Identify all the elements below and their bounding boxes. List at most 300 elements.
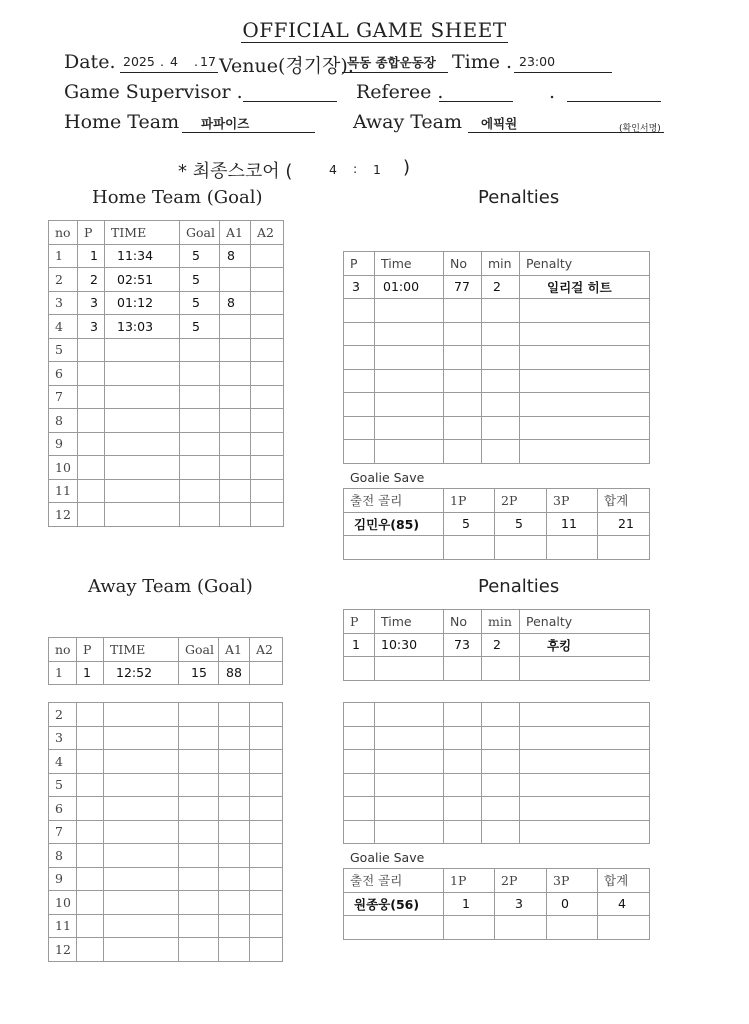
cell-a2[interactable] xyxy=(250,891,283,915)
cell-a1[interactable] xyxy=(219,703,250,727)
cell-penalty[interactable] xyxy=(520,773,650,797)
referee-dot: . xyxy=(549,81,556,103)
cell-a2[interactable] xyxy=(251,268,284,292)
venue-label: Venue(경기장). xyxy=(219,55,354,77)
cell-penalty[interactable] xyxy=(520,393,650,417)
final-score-home[interactable]: 4 xyxy=(329,162,337,177)
col-1p: 1P xyxy=(444,869,495,893)
cell-no[interactable] xyxy=(444,393,482,417)
final-score-label: * 최종스코어 ( xyxy=(178,161,293,182)
cell-penalty[interactable] xyxy=(520,726,650,750)
cell-a2[interactable] xyxy=(250,938,283,962)
away-goalie-header-row xyxy=(344,869,650,893)
cell-time[interactable]: 02:51 xyxy=(105,268,180,292)
cell-a1[interactable] xyxy=(220,432,251,456)
cell-goal[interactable] xyxy=(180,409,220,433)
cell-time[interactable] xyxy=(105,385,180,409)
cell-a1[interactable] xyxy=(220,409,251,433)
cell-goal[interactable] xyxy=(179,844,219,868)
supervisor-field[interactable] xyxy=(243,101,337,102)
cell-period[interactable] xyxy=(77,797,104,821)
cell-time[interactable] xyxy=(375,820,444,844)
cell-period[interactable] xyxy=(344,322,375,346)
cell-no: 10 xyxy=(49,891,77,915)
home-goal-row xyxy=(49,244,284,268)
cell-a1[interactable] xyxy=(220,362,251,386)
cell-period[interactable] xyxy=(344,797,375,821)
cell-no[interactable] xyxy=(444,346,482,370)
cell-period[interactable] xyxy=(77,867,104,891)
cell-time[interactable] xyxy=(104,891,179,915)
cell-time[interactable] xyxy=(104,703,179,727)
cell-penalty[interactable] xyxy=(520,703,650,727)
away-goal-row xyxy=(49,773,283,797)
cell-a2[interactable] xyxy=(250,914,283,938)
away-penalty-first-table xyxy=(343,609,650,681)
cell-period[interactable] xyxy=(78,362,105,386)
cell-min[interactable] xyxy=(482,346,520,370)
cell-min[interactable] xyxy=(482,393,520,417)
cell-2p[interactable] xyxy=(495,536,547,560)
cell-min[interactable] xyxy=(482,322,520,346)
venue-value[interactable]: 목동 종합운동장 xyxy=(347,55,436,70)
cell-period[interactable]: 3 xyxy=(344,275,375,299)
cell-goal[interactable] xyxy=(180,362,220,386)
cell-period[interactable] xyxy=(344,416,375,440)
cell-period[interactable]: 3 xyxy=(78,315,105,339)
col-1p: 1P xyxy=(444,489,495,513)
cell-a1[interactable] xyxy=(219,867,250,891)
home-goal-title: Home Team (Goal) xyxy=(92,187,263,208)
cell-time[interactable]: 13:03 xyxy=(105,315,180,339)
cell-time[interactable] xyxy=(375,750,444,774)
cell-period[interactable] xyxy=(344,773,375,797)
cell-no[interactable] xyxy=(444,773,482,797)
cell-a1[interactable] xyxy=(219,726,250,750)
away-penalty-row xyxy=(344,703,650,727)
cell-period[interactable] xyxy=(78,456,105,480)
final-score-close: ) xyxy=(403,157,411,178)
cell-time[interactable]: 11:34 xyxy=(105,244,180,268)
cell-time[interactable] xyxy=(375,393,444,417)
cell-min[interactable] xyxy=(482,820,520,844)
cell-period[interactable] xyxy=(344,726,375,750)
cell-a1[interactable] xyxy=(220,385,251,409)
cell-time[interactable] xyxy=(375,346,444,370)
cell-3p[interactable] xyxy=(547,916,598,940)
cell-goalie[interactable] xyxy=(344,536,444,560)
cell-period[interactable] xyxy=(77,914,104,938)
cell-goalie[interactable] xyxy=(344,916,444,940)
date-month[interactable]: 4 xyxy=(170,54,178,69)
date-underline xyxy=(120,72,218,73)
cell-a2[interactable] xyxy=(250,703,283,727)
cell-no[interactable]: 73 xyxy=(444,633,482,657)
cell-time[interactable] xyxy=(105,503,180,527)
cell-period[interactable]: 2 xyxy=(78,268,105,292)
cell-period[interactable] xyxy=(77,891,104,915)
cell-no: 9 xyxy=(49,867,77,891)
cell-a2[interactable] xyxy=(250,797,283,821)
cell-no: 5 xyxy=(49,338,78,362)
cell-a1[interactable] xyxy=(220,456,251,480)
home-goal-row xyxy=(49,315,284,339)
cell-penalty[interactable] xyxy=(520,322,650,346)
cell-goal[interactable] xyxy=(180,432,220,456)
cell-period[interactable] xyxy=(344,657,375,681)
cell-a2[interactable] xyxy=(250,726,283,750)
cell-time[interactable] xyxy=(104,938,179,962)
cell-time[interactable] xyxy=(375,416,444,440)
cell-goal[interactable] xyxy=(179,773,219,797)
cell-a2[interactable] xyxy=(251,338,284,362)
cell-a2[interactable] xyxy=(250,844,283,868)
cell-time[interactable] xyxy=(104,844,179,868)
col-time: Time xyxy=(375,252,444,276)
cell-time[interactable] xyxy=(105,479,180,503)
home-goal-row xyxy=(49,338,284,362)
cell-time[interactable] xyxy=(375,726,444,750)
cell-period[interactable] xyxy=(78,385,105,409)
cell-1p[interactable] xyxy=(444,536,495,560)
cell-min[interactable] xyxy=(482,703,520,727)
cell-no[interactable] xyxy=(444,416,482,440)
cell-period[interactable] xyxy=(344,346,375,370)
cell-goal[interactable] xyxy=(179,938,219,962)
cell-a1[interactable] xyxy=(220,479,251,503)
cell-time[interactable] xyxy=(105,362,180,386)
cell-period[interactable]: 1 xyxy=(344,633,375,657)
away-penalty-row xyxy=(344,726,650,750)
cell-min[interactable] xyxy=(482,299,520,323)
cell-goal[interactable] xyxy=(179,703,219,727)
cell-period[interactable] xyxy=(78,338,105,362)
cell-period[interactable] xyxy=(78,503,105,527)
cell-time[interactable]: 01:00 xyxy=(375,275,444,299)
col-period: P xyxy=(77,638,104,662)
cell-time[interactable] xyxy=(105,409,180,433)
time-value[interactable]: 23:00 xyxy=(519,54,556,69)
home-goalie-title: Goalie Save xyxy=(350,470,425,485)
cell-goal[interactable] xyxy=(179,820,219,844)
cell-period[interactable] xyxy=(77,820,104,844)
cell-period[interactable]: 1 xyxy=(77,661,104,685)
cell-a2[interactable] xyxy=(251,479,284,503)
cell-time[interactable] xyxy=(105,338,180,362)
home-penalty-row xyxy=(344,393,650,417)
cell-penalty[interactable] xyxy=(520,299,650,323)
cell-penalty[interactable] xyxy=(520,750,650,774)
cell-no[interactable] xyxy=(444,369,482,393)
cell-3p[interactable]: 0 xyxy=(547,892,598,916)
away-goal-row xyxy=(49,820,283,844)
cell-goal[interactable]: 5 xyxy=(180,244,220,268)
away-goal-first-table xyxy=(48,637,283,685)
date-label: Date. xyxy=(64,51,116,73)
cell-a2[interactable] xyxy=(250,773,283,797)
cell-period[interactable] xyxy=(344,440,375,464)
col-min: min xyxy=(482,610,520,634)
cell-min[interactable]: 2 xyxy=(482,633,520,657)
cell-a2[interactable] xyxy=(251,456,284,480)
cell-penalty[interactable]: 일리걸 히트 xyxy=(520,275,650,299)
cell-no: 12 xyxy=(49,503,78,527)
cell-period[interactable]: 1 xyxy=(78,244,105,268)
cell-a1[interactable]: 8 xyxy=(220,291,251,315)
cell-period[interactable] xyxy=(77,726,104,750)
cell-time[interactable] xyxy=(375,299,444,323)
cell-goal[interactable]: 5 xyxy=(180,315,220,339)
cell-time[interactable]: 10:30 xyxy=(375,633,444,657)
cell-min[interactable] xyxy=(482,657,520,681)
home-team-value[interactable]: 파파이즈 xyxy=(201,116,250,131)
cell-goal[interactable] xyxy=(180,338,220,362)
cell-a2[interactable] xyxy=(251,315,284,339)
cell-min[interactable]: 2 xyxy=(482,275,520,299)
time-underline xyxy=(514,72,612,73)
cell-no: 7 xyxy=(49,820,77,844)
venue-underline xyxy=(342,72,448,73)
cell-period[interactable] xyxy=(344,820,375,844)
cell-no: 4 xyxy=(49,315,78,339)
home-goal-header-row xyxy=(49,221,284,245)
confirm-sign: (확인서명) xyxy=(619,124,661,134)
cell-a2[interactable] xyxy=(251,409,284,433)
cell-min[interactable] xyxy=(482,369,520,393)
cell-a1[interactable] xyxy=(219,914,250,938)
cell-time[interactable] xyxy=(375,703,444,727)
cell-no[interactable] xyxy=(444,750,482,774)
cell-no: 11 xyxy=(49,914,77,938)
home-penalty-row xyxy=(344,322,650,346)
cell-no[interactable] xyxy=(444,797,482,821)
cell-period[interactable] xyxy=(77,750,104,774)
cell-a2[interactable] xyxy=(250,661,283,685)
cell-period[interactable] xyxy=(77,938,104,962)
col-penalty: Penalty xyxy=(520,252,650,276)
cell-penalty[interactable] xyxy=(520,440,650,464)
cell-time[interactable]: 01:12 xyxy=(105,291,180,315)
cell-time[interactable] xyxy=(104,726,179,750)
date-day[interactable]: 17 xyxy=(200,54,216,69)
cell-period[interactable] xyxy=(78,432,105,456)
cell-goal[interactable] xyxy=(179,867,219,891)
col-goalie: 출전 골리 xyxy=(344,869,444,893)
cell-goal[interactable] xyxy=(179,914,219,938)
cell-total[interactable]: 21 xyxy=(598,512,650,536)
cell-penalty[interactable] xyxy=(520,416,650,440)
cell-a2[interactable] xyxy=(251,432,284,456)
home-goalie-row xyxy=(344,512,650,536)
cell-min[interactable] xyxy=(482,440,520,464)
cell-period[interactable]: 3 xyxy=(78,291,105,315)
home-goal-row xyxy=(49,503,284,527)
cell-a1[interactable] xyxy=(219,820,250,844)
col-total: 합계 xyxy=(598,869,650,893)
away-team-label: Away Team xyxy=(353,111,463,133)
cell-period[interactable] xyxy=(344,393,375,417)
away-team-value[interactable]: 에픽원 xyxy=(481,116,518,131)
date-year[interactable]: 2025 xyxy=(123,54,155,69)
cell-period[interactable] xyxy=(344,703,375,727)
cell-goal[interactable] xyxy=(179,797,219,821)
cell-time[interactable] xyxy=(375,657,444,681)
cell-a1[interactable] xyxy=(219,938,250,962)
cell-total[interactable] xyxy=(598,916,650,940)
cell-a1[interactable] xyxy=(220,503,251,527)
cell-goal[interactable]: 5 xyxy=(180,268,220,292)
cell-a2[interactable] xyxy=(251,503,284,527)
home-goal-row xyxy=(49,479,284,503)
cell-no: 8 xyxy=(49,844,77,868)
cell-goal[interactable]: 5 xyxy=(180,291,220,315)
cell-a1[interactable] xyxy=(220,268,251,292)
cell-a1[interactable] xyxy=(219,797,250,821)
cell-total[interactable]: 4 xyxy=(598,892,650,916)
cell-time[interactable] xyxy=(104,773,179,797)
cell-goalie[interactable]: 원종웅(56) xyxy=(344,892,444,916)
cell-a1[interactable] xyxy=(219,844,250,868)
cell-min[interactable] xyxy=(482,416,520,440)
cell-a2[interactable] xyxy=(250,867,283,891)
cell-a1[interactable]: 88 xyxy=(219,661,250,685)
cell-goal[interactable] xyxy=(179,726,219,750)
cell-1p[interactable]: 5 xyxy=(444,512,495,536)
final-score-away[interactable]: 1 xyxy=(373,162,381,177)
cell-a1[interactable] xyxy=(219,750,250,774)
cell-a2[interactable] xyxy=(250,750,283,774)
away-penalty-row xyxy=(344,797,650,821)
cell-time[interactable] xyxy=(104,820,179,844)
cell-a2[interactable] xyxy=(251,362,284,386)
cell-no[interactable] xyxy=(444,726,482,750)
cell-goal[interactable] xyxy=(180,479,220,503)
cell-1p[interactable] xyxy=(444,916,495,940)
cell-time[interactable] xyxy=(375,322,444,346)
cell-time[interactable] xyxy=(105,456,180,480)
cell-period[interactable] xyxy=(78,479,105,503)
cell-no: 1 xyxy=(49,244,78,268)
cell-time[interactable] xyxy=(375,773,444,797)
cell-a2[interactable] xyxy=(251,291,284,315)
cell-period[interactable] xyxy=(344,750,375,774)
cell-a1[interactable] xyxy=(219,891,250,915)
cell-time[interactable]: 12:52 xyxy=(104,661,179,685)
cell-time[interactable] xyxy=(375,797,444,821)
col-min: min xyxy=(482,252,520,276)
home-goal-row xyxy=(49,291,284,315)
cell-time[interactable] xyxy=(104,914,179,938)
cell-penalty[interactable] xyxy=(520,820,650,844)
cell-no: 5 xyxy=(49,773,77,797)
cell-a1[interactable] xyxy=(220,338,251,362)
cell-2p[interactable] xyxy=(495,916,547,940)
away-penalty-row xyxy=(344,820,650,844)
home-penalty-header-row xyxy=(344,252,650,276)
cell-a1[interactable] xyxy=(219,773,250,797)
home-penalty-row xyxy=(344,416,650,440)
cell-penalty[interactable] xyxy=(520,797,650,821)
cell-goal[interactable] xyxy=(179,891,219,915)
home-goal-row xyxy=(49,385,284,409)
cell-period[interactable] xyxy=(344,299,375,323)
cell-2p[interactable]: 5 xyxy=(495,512,547,536)
cell-penalty[interactable] xyxy=(520,346,650,370)
cell-time[interactable] xyxy=(104,867,179,891)
cell-no[interactable] xyxy=(444,299,482,323)
cell-goal[interactable] xyxy=(179,750,219,774)
cell-time[interactable] xyxy=(104,750,179,774)
cell-time[interactable] xyxy=(375,369,444,393)
cell-goal[interactable] xyxy=(180,503,220,527)
cell-min[interactable] xyxy=(482,726,520,750)
cell-no: 11 xyxy=(49,479,78,503)
away-goal-row xyxy=(49,867,283,891)
cell-no[interactable] xyxy=(444,820,482,844)
cell-goal[interactable]: 15 xyxy=(179,661,219,685)
col-goal: Goal xyxy=(180,221,220,245)
cell-2p[interactable]: 3 xyxy=(495,892,547,916)
home-goal-row xyxy=(49,432,284,456)
referee-field-2[interactable] xyxy=(567,101,661,102)
cell-period[interactable] xyxy=(78,409,105,433)
col-time: Time xyxy=(375,610,444,634)
cell-no[interactable]: 77 xyxy=(444,275,482,299)
cell-no: 8 xyxy=(49,409,78,433)
cell-period[interactable] xyxy=(77,703,104,727)
final-score-separator: : xyxy=(353,161,358,176)
cell-min[interactable] xyxy=(482,750,520,774)
col-2p: 2P xyxy=(495,489,547,513)
col-a1: A1 xyxy=(220,221,251,245)
cell-no[interactable] xyxy=(444,322,482,346)
cell-total[interactable] xyxy=(598,536,650,560)
referee-field-1[interactable] xyxy=(439,101,513,102)
cell-penalty[interactable]: 후킹 xyxy=(520,633,650,657)
cell-period[interactable] xyxy=(77,844,104,868)
away-goal-row xyxy=(49,797,283,821)
cell-min[interactable] xyxy=(482,773,520,797)
cell-no[interactable] xyxy=(444,440,482,464)
cell-a1[interactable] xyxy=(220,315,251,339)
col-2p: 2P xyxy=(495,869,547,893)
cell-penalty[interactable] xyxy=(520,369,650,393)
cell-3p[interactable] xyxy=(547,536,598,560)
cell-a2[interactable] xyxy=(251,385,284,409)
cell-no: 6 xyxy=(49,362,78,386)
cell-a1[interactable]: 8 xyxy=(220,244,251,268)
cell-period[interactable] xyxy=(344,369,375,393)
cell-1p[interactable]: 1 xyxy=(444,892,495,916)
cell-time[interactable] xyxy=(105,432,180,456)
cell-3p[interactable]: 11 xyxy=(547,512,598,536)
sheet-title: OFFICIAL GAME SHEET xyxy=(242,18,507,42)
time-label: Time . xyxy=(452,51,513,73)
cell-period[interactable] xyxy=(77,773,104,797)
cell-time[interactable] xyxy=(104,797,179,821)
cell-a2[interactable] xyxy=(251,244,284,268)
cell-a2[interactable] xyxy=(250,820,283,844)
cell-goalie[interactable]: 김민우(85) xyxy=(344,512,444,536)
cell-penalty[interactable] xyxy=(520,657,650,681)
cell-min[interactable] xyxy=(482,797,520,821)
cell-goal[interactable] xyxy=(180,385,220,409)
cell-time[interactable] xyxy=(375,440,444,464)
cell-goal[interactable] xyxy=(180,456,220,480)
cell-no[interactable] xyxy=(444,703,482,727)
cell-no[interactable] xyxy=(444,657,482,681)
away-goal-row xyxy=(49,844,283,868)
